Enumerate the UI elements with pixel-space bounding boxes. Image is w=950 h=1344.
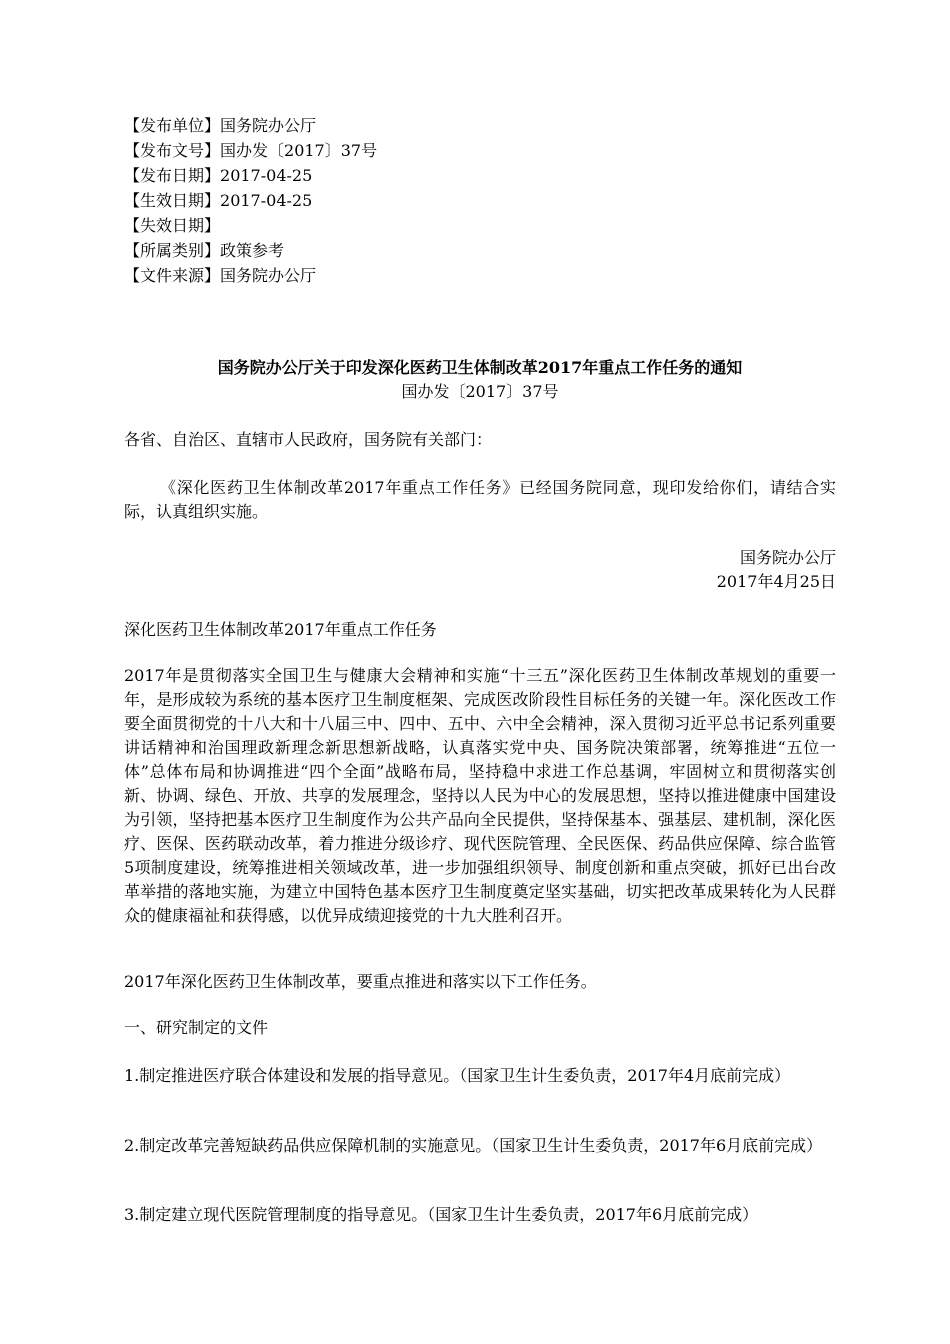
list-item: 1.制定推进医疗联合体建设和发展的指导意见。（国家卫生计生委负责，2017年4月底前完成） [124, 1066, 791, 1085]
meta-value: 国务院办公厅 [220, 266, 317, 285]
meta-line-category [124, 238, 836, 263]
meta-line-publisher [124, 113, 836, 138]
intro-paragraph: 2017年是贯彻落实全国卫生与健康大会精神和实施“十三五”深化医药卫生体制改革规划的重要一年，是形成较为系统的基本医疗卫生制度框架、完成医改阶段性目标任务的关键一年。深化医改工作要全面贯彻党的十八大和十八届三中、四中、五中、六中全会精神，深入贯彻习近平总书记系列重要讲话精神和治国理政新理念新思想新战略，认真落实党中央、国务院决策部署，统筹推进“五位一体”总体布局和协调推进“四个全面”战略布局，坚持稳中求进工作总基调，牢固树立和贯彻落实创新、协调、绿色、开放、共享的发展理念，坚持以人民为中心的发展思想，坚持以推进健康中国建设为引领，坚持把基本医疗卫生制度作为公共产品向全民提供，坚持保基本、强基层、建机制，深化医疗、医保、医药联动改革，着力推进分级诊疗、现代医院管理、全民医保、药品供应保障、综合监管5项制度建设，统筹推进相关领域改革，进一步加强组织领导、制度创新和重点突破，抓好已出台改革举措的落地实施，为建立中国特色基本医疗卫生制度奠定坚实基础，切实把改革成果转化为人民群众的健康福祉和获得感，以优异成绩迎接党的十九大胜利召开。 [124, 666, 836, 925]
meta-value: 国务院办公厅 [220, 116, 317, 135]
meta-value: 2017-04-25 [220, 166, 313, 185]
meta-label: 【失效日期】 [124, 216, 221, 235]
meta-value: 国办发〔2017〕37号 [220, 141, 378, 160]
meta-line-expiry-date [124, 213, 836, 238]
signature-org: 国务院办公厅 [739, 548, 836, 567]
title-block [124, 356, 836, 404]
meta-value: 政策参考 [220, 241, 285, 260]
meta-line-doc-number [124, 138, 836, 163]
metadata-block [124, 113, 836, 288]
document-title: 国务院办公厅关于印发深化医药卫生体制改革2017年重点工作任务的通知 [217, 358, 743, 377]
meta-label: 【所属类别】 [124, 241, 221, 260]
attachment-title: 深化医药卫生体制改革2017年重点工作任务 [124, 620, 437, 639]
meta-value: 2017-04-25 [220, 191, 313, 210]
document-number: 国办发〔2017〕37号 [401, 382, 559, 401]
section-heading: 一、研究制定的文件 [124, 1018, 269, 1037]
meta-label: 【生效日期】 [124, 191, 221, 210]
notice-body: 《深化医药卫生体制改革2017年重点工作任务》已经国务院同意，现印发给你们，请结合实际，认真组织实施。 [124, 478, 836, 521]
meta-label: 【发布单位】 [124, 116, 221, 135]
meta-label: 【发布日期】 [124, 166, 221, 185]
salutation: 各省、自治区、直辖市人民政府，国务院有关部门： [124, 430, 493, 449]
meta-line-effective-date [124, 188, 836, 213]
list-item: 3.制定建立现代医院管理制度的指导意见。（国家卫生计生委负责，2017年6月底前完成） [124, 1205, 759, 1224]
summary-paragraph: 2017年深化医药卫生体制改革，要重点推进和落实以下工作任务。 [124, 972, 597, 991]
signature-date: 2017年4月25日 [716, 572, 836, 591]
meta-label: 【发布文号】 [124, 141, 221, 160]
meta-line-source [124, 263, 836, 288]
meta-line-publish-date [124, 163, 836, 188]
meta-label: 【文件来源】 [124, 266, 221, 285]
list-item: 2.制定改革完善短缺药品供应保障机制的实施意见。（国家卫生计生委负责，2017年6月底前完成） [124, 1136, 823, 1155]
